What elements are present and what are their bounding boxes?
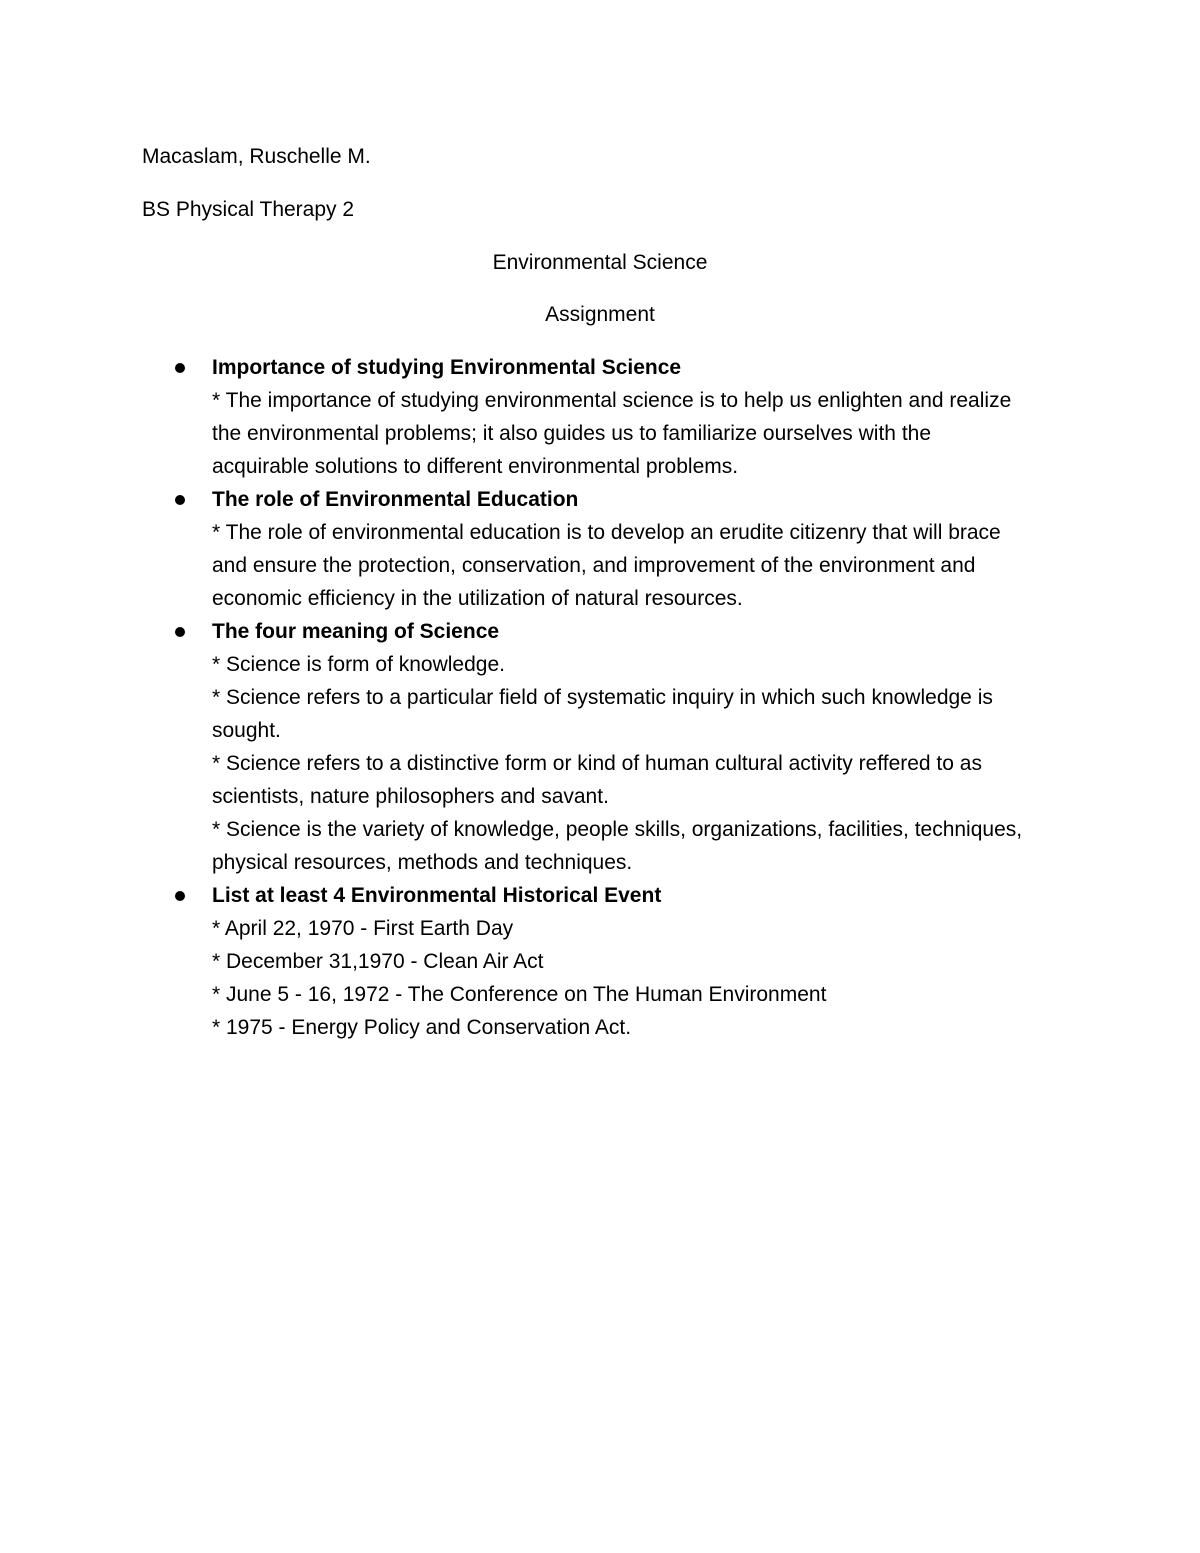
section-role — [212, 483, 1072, 615]
document-assignment-title: Assignment — [545, 303, 655, 326]
section-heading: List at least 4 Environmental Historical Event — [212, 884, 662, 907]
section-text-line: * June 5 - 16, 1972 - The Conference on The Human Environment — [212, 983, 827, 1006]
bullet-icon — [175, 627, 185, 637]
bullet-icon — [175, 891, 185, 901]
document-subject-title: Environmental Science — [492, 251, 708, 274]
section-text-line: * April 22, 1970 - First Earth Day — [212, 917, 514, 940]
section-text-line: economic efficiency in the utilization of natural resources. — [212, 587, 743, 610]
section-text-line: * December 31,1970 - Clean Air Act — [212, 950, 544, 973]
section-four-meanings — [212, 615, 1072, 879]
section-text-line: scientists, nature philosophers and savant. — [212, 785, 609, 808]
section-heading: Importance of studying Environmental Science — [212, 356, 682, 379]
section-text-line: * Science is the variety of knowledge, people skills, organizations, facilities, techniques, — [212, 818, 1023, 841]
section-list — [212, 351, 1072, 1044]
section-historical-events — [212, 879, 1072, 1044]
section-text-line: * The role of environmental education is to develop an erudite citizenry that will brace — [212, 521, 1001, 544]
section-text-line: and ensure the protection, conservation, and improvement of the environment and — [212, 554, 976, 577]
student-course: BS Physical Therapy 2 — [142, 198, 355, 221]
section-importance — [212, 351, 1072, 483]
section-heading: The role of Environmental Education — [212, 488, 579, 511]
bullet-icon — [175, 495, 185, 505]
section-heading: The four meaning of Science — [212, 620, 500, 643]
section-text-line: the environmental problems; it also guides us to familiarize ourselves with the — [212, 422, 932, 445]
section-text-line: * Science is form of knowledge. — [212, 653, 505, 676]
section-text-line: acquirable solutions to different environmental problems. — [212, 455, 739, 478]
bullet-icon — [175, 363, 185, 373]
section-text-line: * Science refers to a distinctive form or kind of human cultural activity reffered to as — [212, 752, 982, 775]
section-text-line: sought. — [212, 719, 281, 742]
section-text-line: * The importance of studying environmental science is to help us enlighten and realize — [212, 389, 1012, 412]
section-text-line: physical resources, methods and techniques. — [212, 851, 633, 874]
student-name: Macaslam, Ruschelle M. — [142, 145, 371, 168]
section-text-line: * 1975 - Energy Policy and Conservation Act. — [212, 1016, 632, 1039]
section-text-line: * Science refers to a particular field of systematic inquiry in which such knowledge is — [212, 686, 993, 709]
